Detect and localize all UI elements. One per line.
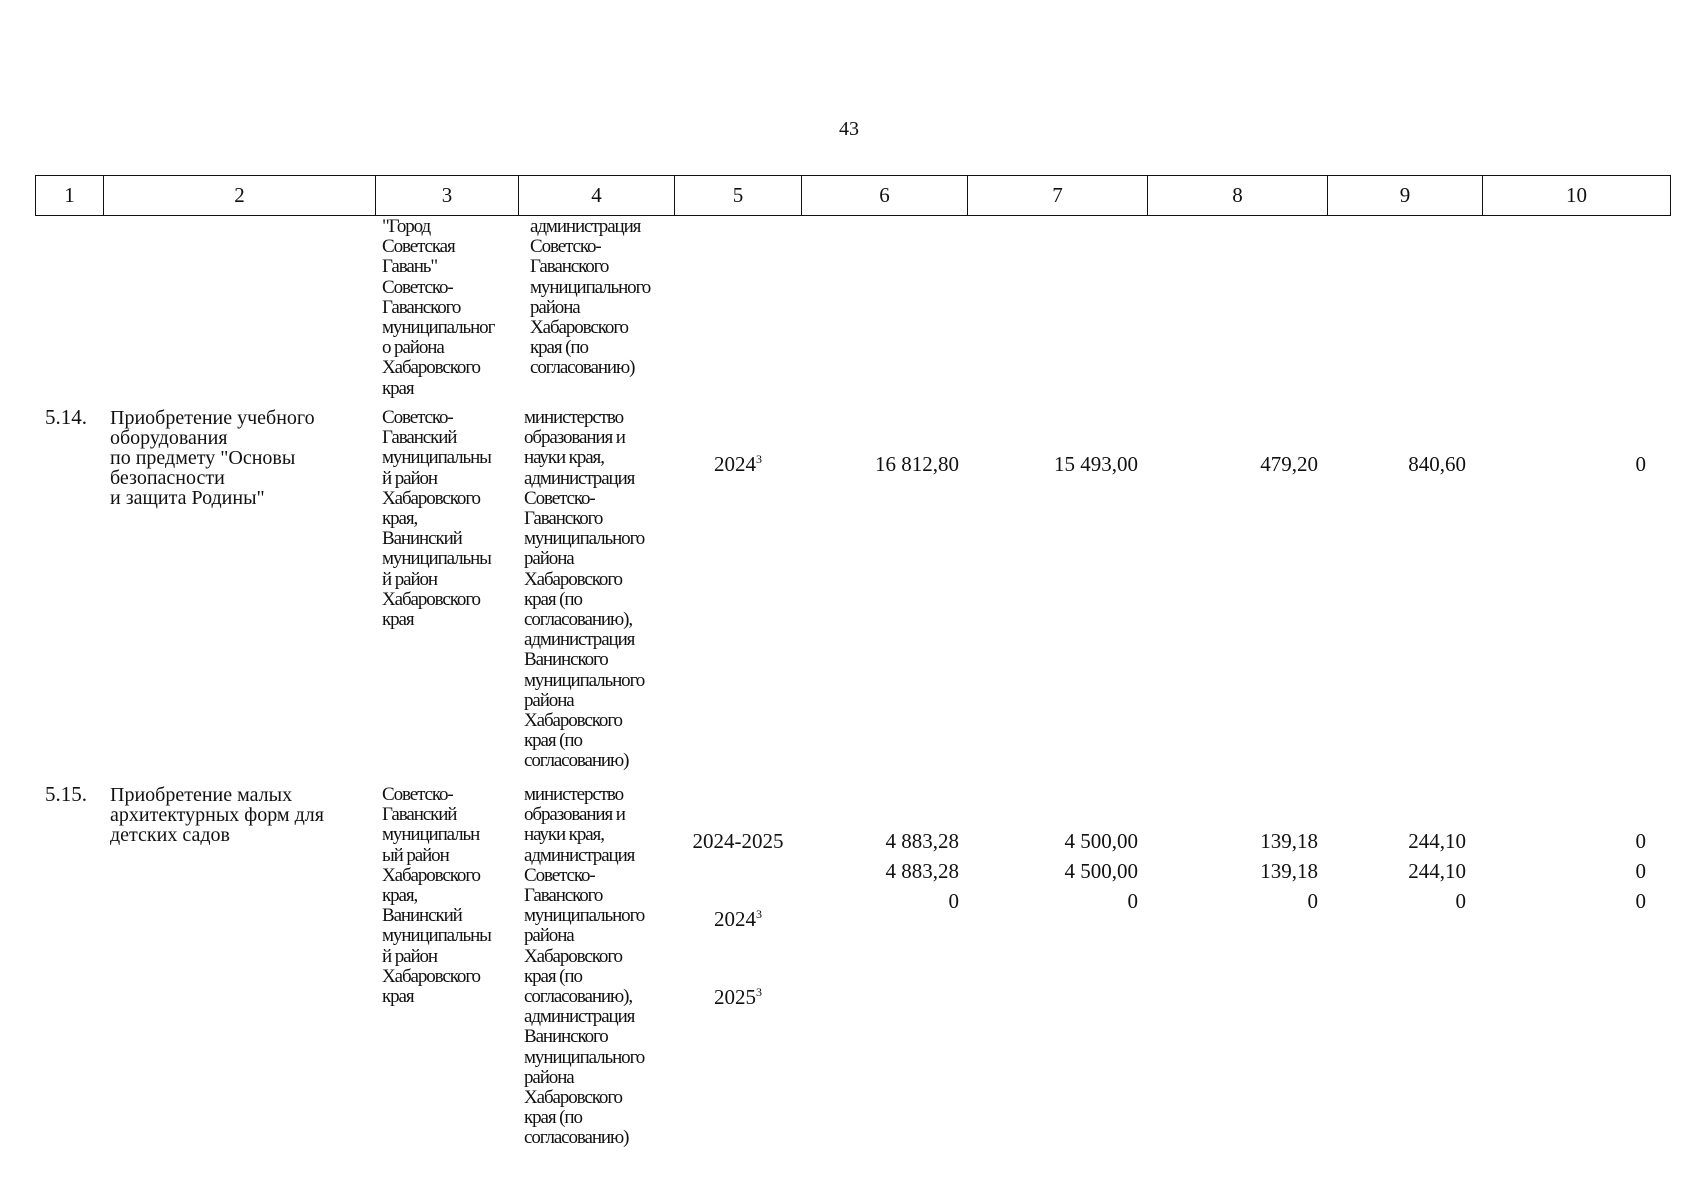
period-year: 2024-2025 xyxy=(692,829,784,853)
column-header-9: 9 xyxy=(1328,176,1483,216)
column-header-7: 7 xyxy=(968,176,1148,216)
period-year: 2024$^3$ xyxy=(714,907,762,931)
column-header-4: 4 xyxy=(519,176,675,216)
column-header-5: 5 xyxy=(675,176,802,216)
row-participants: министерство образования и науки края, администрация Советско- Гаванского муниципального района Хабаровского края (по согласованию), администрация Ванинского муниципального района Хабаровского края (по согласованию) xyxy=(524,407,645,772)
row-years xyxy=(675,778,801,1036)
row-col9-values: 840,60 xyxy=(1408,452,1466,476)
column-header-10: 10 xyxy=(1483,176,1671,216)
page-number: 43 xyxy=(839,118,859,140)
continuation-executors: "Город Советская Гавань" Советско- Гаванского муниципальног о района Хабаровского края xyxy=(382,216,495,399)
column-header-3: 3 xyxy=(376,176,519,216)
period-year: 2024$^3$ xyxy=(714,452,762,476)
column-header-1: 1 xyxy=(36,176,104,216)
row-col8-values: 139,18 139,18 0 xyxy=(1260,829,1318,913)
row-executors: Советско- Гаванский муниципальны й район Хабаровского края, Ванинский муниципальны й район Хабаровского края xyxy=(382,407,491,631)
column-number-header xyxy=(35,175,1671,216)
column-header-8: 8 xyxy=(1148,176,1328,216)
row-title: Приобретение малых архитектурных форм для детских садов xyxy=(110,784,324,846)
row-col10-values: 0 xyxy=(1635,452,1646,476)
row-col6-values: 16 812,80 xyxy=(875,452,959,476)
row-col9-values: 244,10 244,10 0 xyxy=(1408,829,1466,913)
row-years xyxy=(675,401,801,503)
row-executors: Советско- Гаванский муниципальн ый район Хабаровского края, Ванинский муниципальны й район Хабаровского края xyxy=(382,784,491,1008)
row-col7-values: 4 500,00 4 500,00 0 xyxy=(1064,829,1138,913)
row-title: Приобретение учебного оборудования по предмету "Основы безопасности и защита Родины" xyxy=(110,407,315,509)
row-number: 5.15. xyxy=(45,782,87,806)
row-col8-values: 479,20 xyxy=(1260,452,1318,476)
column-header-6: 6 xyxy=(802,176,968,216)
continuation-participants: администрация Советско- Гаванского муниципального района Хабаровского края (по согласованию) xyxy=(530,216,651,379)
row-number: 5.14. xyxy=(45,405,87,429)
row-col7-values: 15 493,00 xyxy=(1054,452,1138,476)
row-participants: министерство образования и науки края, администрация Советско- Гаванского муниципального района Хабаровского края (по согласованию), администрация Ванинского муниципального района Хабаровского края (по согласованию) xyxy=(524,784,645,1149)
column-header-2: 2 xyxy=(104,176,376,216)
row-col6-values: 4 883,28 4 883,28 0 xyxy=(885,829,959,913)
period-year: 2025$^3$ xyxy=(714,985,762,1009)
row-col10-values: 0 0 0 xyxy=(1635,829,1646,913)
